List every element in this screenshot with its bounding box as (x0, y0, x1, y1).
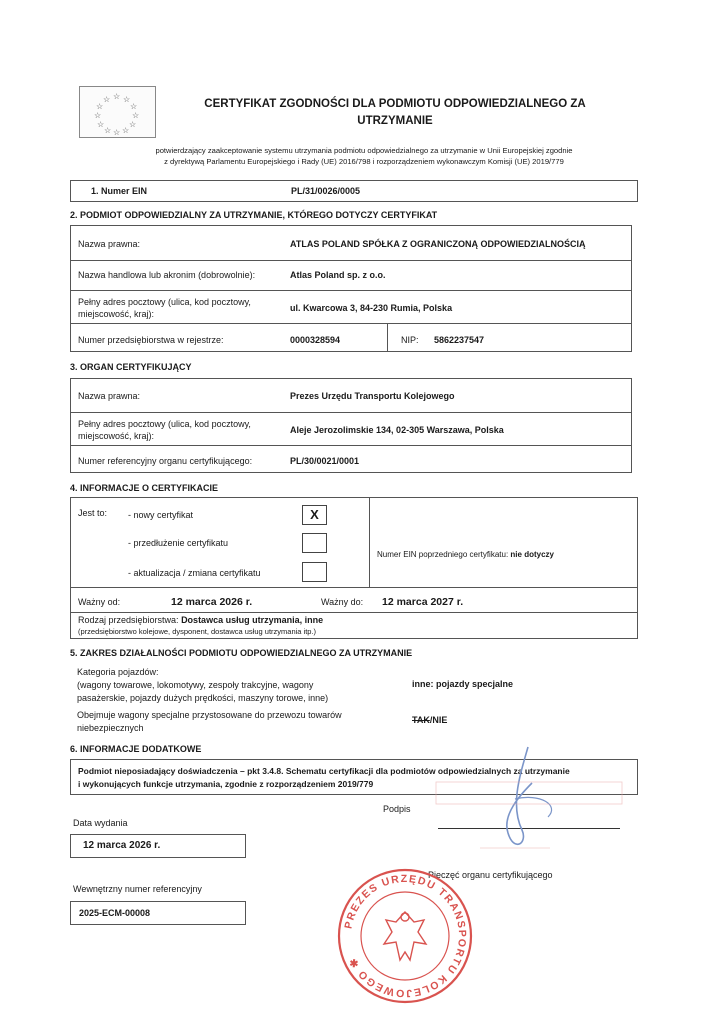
authority-name-value: Prezes Urzędu Transportu Kolejowego (290, 391, 455, 401)
ein-value: PL/31/0026/0005 (291, 186, 361, 196)
option-renewal-checkbox (302, 533, 327, 553)
previous-ein (377, 550, 554, 559)
special-wagons-yes: TAK (412, 715, 430, 725)
internal-ref-box (70, 901, 246, 925)
business-type (78, 615, 323, 625)
star-icon: ☆ (104, 126, 112, 135)
section-4-heading: 4. INFORMACJE O CERTYFIKACIE (70, 483, 219, 493)
previous-ein-value: nie dotyczy (510, 550, 554, 559)
authority-address-label-line-1: Pełny adres pocztowy (ulica, kod pocztowy, (78, 419, 251, 429)
additional-info-line-1: Podmiot nieposiadający doświadczenia – pkt 3.4.8. Schematu certyfikacji dla podmiotów odpowiedzialnych za utrzymanie (78, 766, 570, 776)
additional-info-line-2: i wykonujących funkcje utrzymania, zgodnie z rozporządzeniem 2019/779 (78, 779, 374, 789)
nip-label: NIP: (401, 335, 419, 345)
register-label: Numer przedsiębiorstwa w rejestrze: (78, 335, 224, 345)
authority-address-label (78, 418, 251, 442)
authority-ref-value: PL/30/0021/0001 (290, 456, 360, 466)
option-update-label: - aktualizacja / zmiana certyfikatu (128, 568, 261, 578)
eu-flag-logo (79, 86, 156, 138)
star-icon: ☆ (113, 128, 121, 137)
vehicle-category-line-1: Kategoria pojazdów: (77, 667, 159, 677)
official-seal-stamp (336, 862, 474, 1010)
star-icon: ☆ (129, 120, 137, 129)
legal-name-label: Nazwa prawna: (78, 239, 141, 249)
trade-name-value: Atlas Poland sp. z o.o. (290, 270, 386, 280)
ein-label: 1. Numer EIN (91, 186, 148, 196)
business-type-value: Dostawca usług utrzymania, inne (181, 615, 324, 625)
previous-ein-label: Numer EIN poprzedniego certyfikatu: (377, 550, 509, 559)
document-subtitle (70, 145, 658, 167)
valid-from-value: 12 marca 2026 r. (171, 596, 253, 608)
special-wagons-no: /NIE (429, 715, 448, 725)
signature-label: Podpis (383, 804, 411, 814)
special-wagons-label (77, 709, 342, 735)
register-value: 0000328594 (290, 335, 341, 345)
authority-address-value: Aleje Jerozolimskie 134, 02-305 Warszawa, Polska (290, 425, 504, 435)
section-3-table (70, 378, 632, 473)
internal-ref-value: 2025-ECM-00008 (79, 908, 151, 918)
issue-date-value: 12 marca 2026 r. (83, 840, 161, 851)
valid-to-value: 12 marca 2027 r. (382, 596, 464, 608)
star-icon: ☆ (123, 95, 131, 104)
address-label-line-2: miejscowość, kraj): (78, 309, 155, 319)
legal-name-value: ATLAS POLAND SPÓŁKA Z OGRANICZONĄ ODPOWIEDZIALNOŚCIĄ (290, 239, 586, 249)
star-icon: ☆ (122, 126, 130, 135)
star-icon: ☆ (130, 102, 138, 111)
star-icon: ☆ (94, 111, 102, 120)
option-new-label: - nowy certyfikat (128, 510, 194, 520)
special-wagons-value (412, 715, 447, 725)
subtitle-line-2: z dyrektywą Parlamentu Europejskiego i Rady (UE) 2016/798 i rozporządzeniem wykonawczym Komisji (UE) 2019/779 (164, 157, 564, 166)
valid-to-label: Ważny do: (321, 597, 364, 607)
star-icon: ☆ (96, 102, 104, 111)
vehicle-category-label (77, 666, 328, 705)
address-label-line-1: Pełny adres pocztowy (ulica, kod pocztowy, (78, 297, 251, 307)
section-4-table (70, 497, 638, 639)
option-update-checkbox (302, 562, 327, 582)
star-icon: ☆ (97, 120, 105, 129)
vehicle-category-value: inne: pojazdy specjalne (412, 679, 514, 689)
document-title (165, 96, 625, 130)
star-icon: ☆ (113, 92, 121, 101)
title-line-2: UTRZYMANIE (357, 115, 433, 127)
special-wagons-line-2: niebezpiecznych (77, 723, 144, 733)
section-6-heading: 6. INFORMACJE DODATKOWE (70, 744, 202, 754)
certificate-type-label: Jest to: (78, 508, 108, 518)
special-wagons-line-1: Obejmuje wagony specjalne przystosowane do przewozu towarów (77, 710, 342, 720)
svg-text:PREZES URZĘDU TRANSPORTU KOLEJ: PREZES URZĘDU TRANSPORTU KOLEJOWEGO ✱ (342, 872, 469, 1000)
business-type-label: Rodzaj przedsiębiorstwa: (78, 615, 179, 625)
section-3-heading: 3. ORGAN CERTYFIKUJĄCY (70, 362, 192, 372)
address-value: ul. Kwarcowa 3, 84-230 Rumia, Polska (290, 303, 453, 313)
option-renewal-label: - przedłużenie certyfikatu (128, 538, 229, 548)
address-label (78, 296, 251, 320)
business-type-note: (przedsiębiorstwo kolejowe, dysponent, dostawca usług utrzymania itp.) (78, 627, 317, 636)
valid-from-label: Ważny od: (78, 597, 121, 607)
signature-mark (410, 735, 630, 870)
authority-ref-label: Numer referencyjny organu certyfikującego: (78, 456, 253, 466)
trade-name-label: Nazwa handlowa lub akronim (dobrowolnie): (78, 270, 256, 280)
section-2-heading: 2. PODMIOT ODPOWIEDZIALNY ZA UTRZYMANIE, KTÓREGO DOTYCZY CERTYFIKAT (70, 210, 438, 220)
star-icon: ☆ (103, 95, 111, 104)
nip-value: 5862237547 (434, 335, 485, 345)
section-2-table (70, 225, 632, 352)
option-new-checkbox: X (302, 505, 327, 525)
section-5-heading: 5. ZAKRES DZIAŁALNOŚCI PODMIOTU ODPOWIEDZIALNEGO ZA UTRZYMANIE (70, 648, 413, 658)
star-icon: ☆ (132, 111, 140, 120)
title-line-1: CERTYFIKAT ZGODNOŚCI DLA PODMIOTU ODPOWIEDZIALNEGO ZA (204, 98, 586, 110)
ein-box (70, 180, 638, 202)
issue-date-label: Data wydania (73, 818, 128, 828)
stamp-label: Pieczęć organu certyfikującego (428, 870, 553, 880)
vehicle-category-line-2: (wagony towarowe, lokomotywy, zespoły trakcyjne, wagony (77, 680, 314, 690)
authority-address-label-line-2: miejscowość, kraj): (78, 431, 155, 441)
authority-name-label: Nazwa prawna: (78, 391, 141, 401)
subtitle-line-1: potwierdzający zaakceptowanie systemu utrzymania podmiotu odpowiedzialnego za utrzymanie w Unii Europejskiej zgodnie (155, 146, 573, 155)
vehicle-category-line-3: pasażerskie, pojazdy dużych prędkości, maszyny torowe, inne) (77, 693, 329, 703)
internal-ref-label: Wewnętrzny numer referencyjny (73, 884, 202, 894)
issue-date-box (70, 834, 246, 858)
